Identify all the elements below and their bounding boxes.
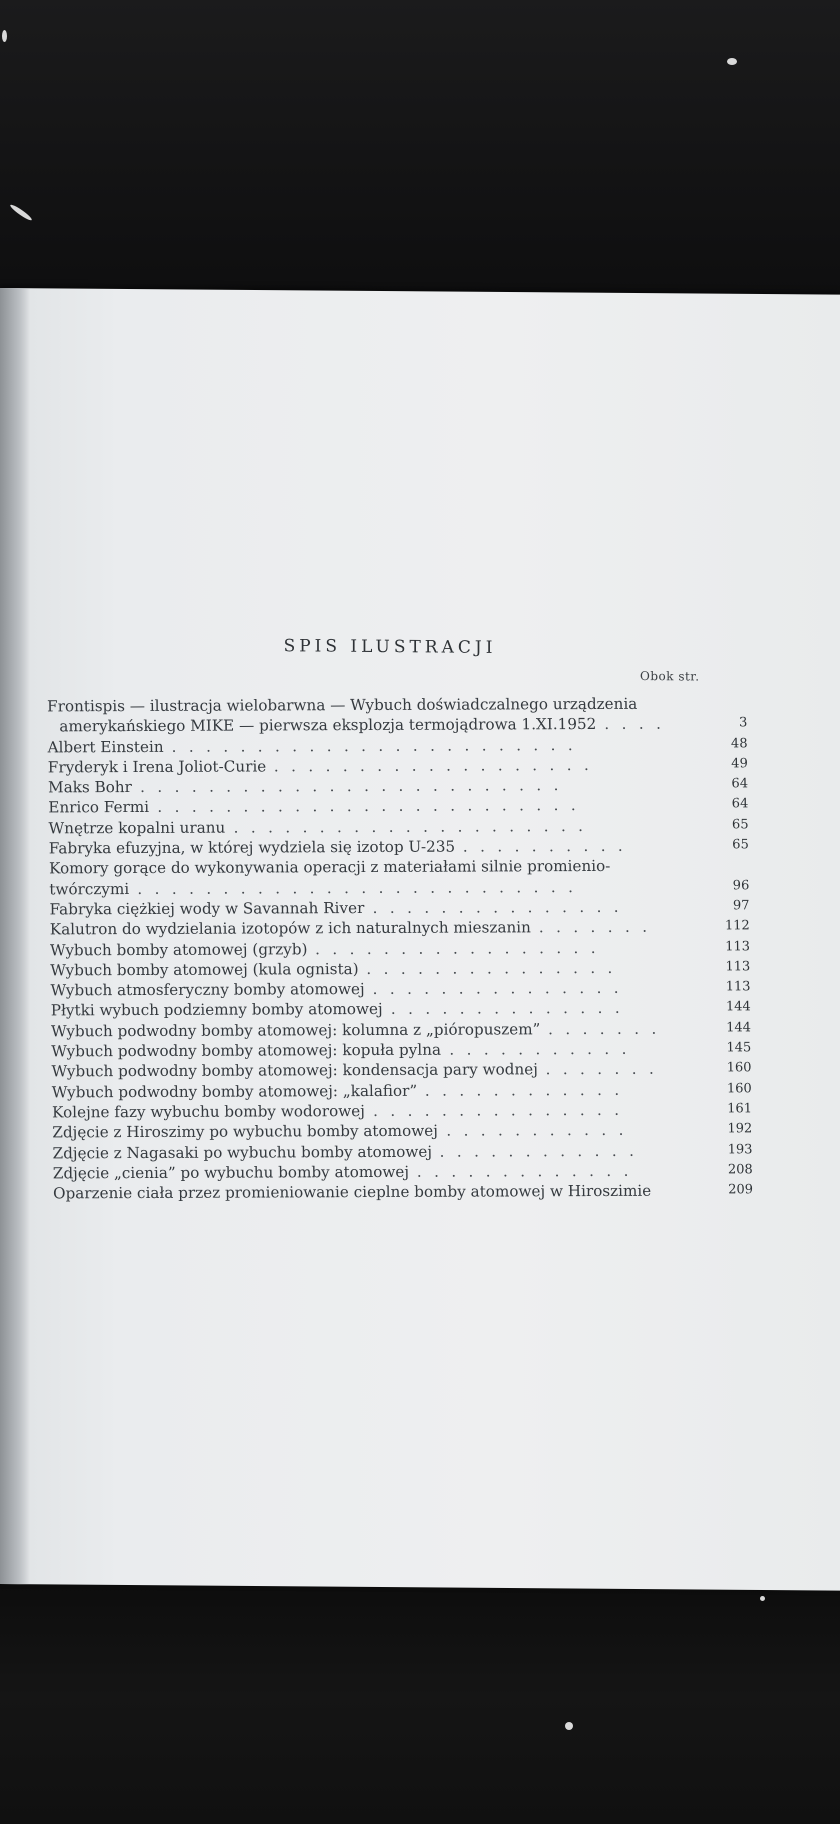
leader-dots: ....... [545, 1060, 667, 1079]
leader-dots: ............ [424, 1080, 632, 1100]
entry-page-number: 96 [732, 877, 750, 894]
entry-title: Wybuch podwodny bomby atomowej: kondensacja pary wodnej [51, 1060, 539, 1081]
entry-title: Wybuch podwodny bomby atomowej: kopuła pylna [51, 1040, 442, 1061]
leader-dots: ....... [547, 1019, 669, 1038]
entry-page-number: 144 [726, 1020, 752, 1036]
leader-dots: .......... [462, 836, 636, 856]
illustration-list [47, 693, 753, 1203]
leader-dots: ............. [416, 1161, 641, 1181]
dust-speck [727, 58, 737, 65]
entry-title: Wybuch atmosferyczny bomby atomowej [50, 980, 365, 1000]
entry-page-number: 209 [728, 1182, 754, 1198]
entry-title: Wnętrze kopalni uranu [48, 818, 226, 838]
entry-page-number: 65 [732, 837, 749, 853]
entry-page-number: 192 [727, 1121, 753, 1137]
entry-page-number: 144 [725, 999, 751, 1015]
entry-page-number: 208 [727, 1162, 753, 1178]
leader-dots: ........... [449, 1039, 639, 1059]
leader-dots: .......................... [137, 877, 586, 898]
entry-page-number: 3 [738, 715, 748, 731]
dust-speck [565, 1722, 573, 1730]
leader-dots: ................. [314, 938, 609, 958]
entry-title: twórczymi [49, 879, 130, 899]
leader-dots: .............. [390, 999, 633, 1019]
leader-dots: ......................... [139, 776, 571, 797]
background-top [0, 0, 840, 300]
entry-title: Enrico Fermi [48, 798, 150, 817]
book-page [0, 288, 840, 1591]
leader-dots: ............... [366, 958, 625, 978]
entry-page-number: 145 [726, 1040, 752, 1056]
entry-title: Albert Einstein [47, 737, 164, 756]
leader-dots: ............ [439, 1141, 647, 1161]
entry-title: Zdjęcie z Nagasaki po wybuchu bomby atomowej [52, 1142, 433, 1162]
dust-speck [760, 1596, 765, 1601]
entry-page-number: 64 [731, 776, 749, 792]
entry-title: Fabryka efuzyjna, w której wydziela się izotop U-235 [48, 837, 456, 858]
entry-title: Kalutron do wydzielania izotopów z ich naturalnych mieszanin [49, 918, 531, 939]
leader-dots: ....... [538, 917, 660, 937]
leader-dots: ............... [372, 897, 632, 917]
entry-page-number: 193 [727, 1141, 753, 1157]
background-bottom [0, 1570, 840, 1824]
entry-title: Komory gorące do wykonywania operacji z materiałami silnie promienio- [48, 857, 611, 878]
entry-title: Wybuch bomby atomowej (kula ognista) [50, 959, 359, 980]
entry-title: Wybuch podwodny bomby atomowej: „kalafior” [51, 1081, 418, 1102]
entry-title: Kolejne fazy wybuchu bomby wodorowej [51, 1101, 365, 1122]
entry-title: Fabryka ciężkiej wody w Savannah River [49, 898, 365, 919]
entry-title: Zdjęcie „cienia” po wybuchu bomby atomowej [52, 1162, 410, 1183]
entry-page-number: 64 [731, 796, 749, 812]
leader-dots: .... [604, 714, 674, 734]
illustration-entry [53, 1180, 753, 1203]
leader-dots: ......................... [157, 796, 589, 817]
leader-dots: ........................ [171, 735, 586, 756]
entry-page-number: 113 [725, 959, 751, 975]
entry-title: Maks Bohr [48, 778, 132, 797]
entry-page-number: 65 [731, 817, 749, 833]
leader-dots: ............... [372, 978, 632, 999]
page-column-label: Obok str. [640, 669, 700, 684]
entry-page-number: 160 [726, 1060, 752, 1076]
entry-page-number: 113 [725, 938, 751, 954]
entry-title: Frontispis — ilustracja wielobarwna — Wybuch doświadczalnego urządzenia [47, 694, 638, 716]
entry-title: Oparzenie ciała przez promieniowanie cieplne bomby atomowej w Hiroszimie [52, 1181, 652, 1203]
entry-title: amerykańskiego MIKE — pierwsza eksplozja termojądrowa 1.XI.1952 [59, 715, 597, 736]
entry-title: Wybuch podwodny bomby atomowej: kolumna z „pióropuszem” [50, 1019, 541, 1041]
leader-dots: ........... [446, 1121, 636, 1140]
entry-page-number: 160 [726, 1080, 752, 1097]
dust-speck [2, 30, 7, 42]
entry-page-number: 112 [724, 918, 750, 934]
leader-dots: ..................... [233, 816, 596, 837]
leader-dots: ............... [372, 1100, 632, 1120]
leader-dots: ................... [273, 755, 602, 776]
page-spine-shadow [0, 288, 30, 1584]
entry-title: Wybuch bomby atomowej (grzyb) [49, 939, 308, 959]
entry-page-number: 161 [727, 1101, 753, 1117]
entry-page-number: 48 [730, 735, 748, 751]
entry-title: Zdjęcie z Hiroszimy po wybuchu bomby atomowej [52, 1121, 438, 1142]
entry-page-number: 49 [731, 756, 748, 772]
entry-title: Płytki wybuch podziemny bomby atomowej [50, 1000, 383, 1020]
page-title: SPIS ILUSTRACJI [283, 636, 497, 658]
entry-page-number: 97 [732, 898, 750, 914]
entry-title: Fryderyk i Irena Joliot-Curie [47, 757, 267, 777]
entry-page-number: 113 [725, 979, 751, 995]
